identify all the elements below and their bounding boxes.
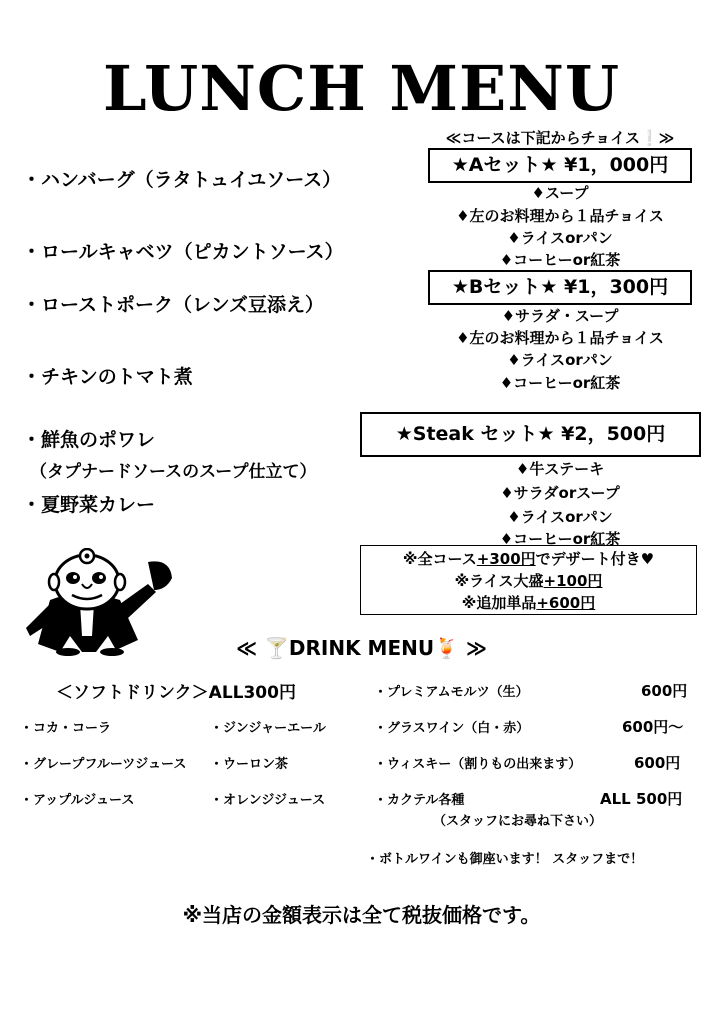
drink-menu-title: ≪ 🍸DRINK MENU🍹 ≫ [236, 636, 487, 660]
set-steak-item: ♦コーヒーor紅茶 [499, 530, 621, 548]
alcohol-item-name: ・グラスワイン（白・赤） [374, 721, 530, 736]
alcohol-item-name: ・ウィスキー（割りもの出来ます） [374, 757, 582, 772]
set-b-item: ♦コーヒーor紅茶 [499, 374, 621, 392]
soft-drink-item: ・オレンジジュース [210, 793, 326, 808]
set-steak-item: ♦牛ステーキ [515, 460, 605, 478]
dish-chicken-tomato: ・チキンのトマト煮 [22, 366, 193, 388]
tax-note: ※当店の金額表示は全て税抜価格です。 [182, 903, 541, 927]
page-title: LUNCH MENU [102, 52, 621, 125]
notes-box [360, 545, 697, 615]
alcohol-item-price: 600円 [641, 682, 688, 700]
alcohol-item-name: ・カクテル各種 [374, 793, 465, 808]
soft-drink-item: ・グレープフルーツジュース [20, 757, 187, 772]
set-steak-item: ♦サラダorスープ [500, 484, 620, 502]
dessert-price: +300円 [476, 550, 536, 568]
dish-fish-sauce: （タプナードソースのスープ仕立て） [30, 462, 317, 482]
set-steak-label: ★Steak セット★ ¥2，500円 [360, 412, 701, 457]
dish-fish-poele: ・鮮魚のポワレ [22, 429, 156, 451]
set-b-label: ★Bセット★ ¥1，300円 [428, 270, 692, 305]
set-a-item: ♦ライスorパン [507, 229, 613, 247]
alcohol-item-price: 600円 [634, 754, 681, 772]
dessert-note-suffix: でデザート付き♥ [535, 550, 655, 568]
set-steak-item: ♦ライスorパン [507, 508, 613, 526]
rice-note [361, 570, 696, 591]
extra-note-prefix: ※追加単品 [461, 594, 537, 612]
set-a-item: ♦スープ [531, 184, 589, 202]
dish-hamburg: ・ハンバーグ（ラタトュイユソース） [22, 169, 342, 191]
alcohol-item-price: ALL 500円 [600, 790, 683, 808]
extra-note [361, 592, 696, 613]
bottle-wine-note: ・ボトルワインも御座います！ スタッフまで！ [366, 852, 644, 867]
extra-price: +600円 [536, 594, 596, 612]
course-note: ≪コースは下記からチョイス❕≫ [445, 129, 675, 147]
soft-drink-item: ・コカ・コーラ [20, 721, 112, 736]
cocktail-note: （スタッフにお尋ね下さい） [433, 814, 603, 829]
set-b-item: ♦ライスorパン [507, 351, 613, 369]
dessert-note-prefix: ※全コース [402, 550, 477, 568]
set-b-item: ♦左のお料理から１品チョイス [456, 329, 664, 347]
dish-curry: ・夏野菜カレー [22, 494, 156, 516]
set-b-item: ♦サラダ・スープ [501, 307, 619, 325]
soft-drink-header: ＜ソフトドリンク＞ALL300円 [56, 683, 296, 703]
set-a-item: ♦左のお料理から１品チョイス [456, 207, 664, 225]
dish-roast-pork: ・ローストポーク（レンズ豆添え） [22, 294, 325, 316]
soft-drink-item: ・アップルジュース [20, 793, 135, 808]
set-a-label: ★Aセット★ ¥1，000円 [428, 148, 692, 183]
dish-cabbage-roll: ・ロールキャベツ（ピカントソース） [22, 241, 344, 263]
dessert-note [361, 548, 696, 569]
alcohol-item-name: ・プレミアムモルツ（生） [374, 685, 529, 700]
rice-note-prefix: ※ライス大盛 [454, 572, 544, 590]
set-a-item: ♦コーヒーor紅茶 [499, 251, 621, 269]
soft-drink-item: ・ウーロン茶 [210, 757, 289, 772]
alcohol-item-price: 600円～ [622, 718, 684, 736]
rice-price: +100円 [543, 572, 603, 590]
soft-drink-item: ・ジンジャーエール [210, 721, 326, 736]
